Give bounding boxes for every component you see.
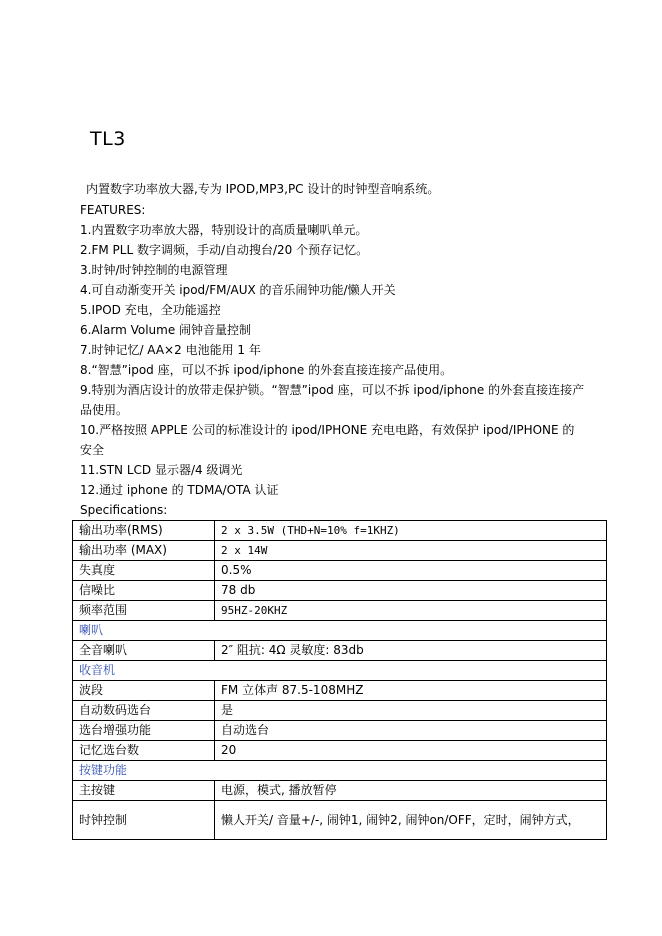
spec-label-cell: 全音喇叭 (73, 641, 215, 661)
spec-label-cell: 输出功率(RMS) (73, 521, 215, 541)
table-row (73, 681, 607, 701)
spec-label-cell: 频率范围 (73, 601, 215, 621)
spec-label-cell: 选台增强功能 (73, 721, 215, 741)
spec-value-cell: 2 x 14W (215, 541, 607, 561)
spec-value-cell: 78 db (215, 581, 607, 601)
specifications-table (72, 520, 607, 840)
table-row (73, 521, 607, 541)
feature-item-9: 9.特别为酒店设计的放带走保护锁。“智慧”ipod 座，可以不拆 ipod/iphone 的外套直接连接产品使用。 (80, 383, 585, 417)
specifications-label: Specifications: (80, 503, 168, 517)
spec-value-cell: 2″ 阻抗: 4Ω 灵敏度: 83db (215, 641, 607, 661)
feature-item-2: 2.FM PLL 数字调频，手动/自动搜台/20 个预存记忆。 (80, 243, 369, 257)
spec-value-cell: 电源，模式, 播放暂停 (215, 781, 607, 801)
table-row (73, 621, 607, 641)
table-row (73, 641, 607, 661)
table-row (73, 781, 607, 801)
spec-value-cell: 95HZ-20KHZ (215, 601, 607, 621)
table-row (73, 561, 607, 581)
section-header-radio: 收音机 (73, 661, 607, 681)
table-row (73, 801, 607, 840)
table-row (73, 661, 607, 681)
feature-item-4: 4.可自动渐变开关 ipod/FM/AUX 的音乐闹钟功能/懒人开关 (80, 283, 396, 297)
feature-item-3: 3.时钟/时钟控制的电源管理 (80, 263, 228, 277)
feature-item-5: 5.IPOD 充电，全功能遥控 (80, 303, 221, 317)
feature-item-10: 10.严格按照 APPLE 公司的标准设计的 ipod/IPHONE 充电电路，有效保护 ipod/IPHONE 的安全 (80, 423, 575, 457)
features-block (80, 200, 600, 520)
feature-item-11: 11.STN LCD 显示器/4 级调光 (80, 463, 243, 477)
spec-label-cell: 主按键 (73, 781, 215, 801)
spec-value-cell: FM 立体声 87.5-108MHZ (215, 681, 607, 701)
spec-label-cell: 信噪比 (73, 581, 215, 601)
table-row (73, 601, 607, 621)
product-title: TL3 (90, 128, 126, 150)
spec-value-cell: 2 x 3.5W (THD+N=10% f=1KHZ) (215, 521, 607, 541)
spec-label-cell: 输出功率 (MAX) (73, 541, 215, 561)
spec-value-cell: 自动选台 (215, 721, 607, 741)
spec-value-cell: 懒人开关/ 音量+/-, 闹钟1, 闹钟2, 闹钟on/OFF，定时，闹钟方式， (215, 801, 607, 840)
table-row (73, 541, 607, 561)
feature-item-1: 1.内置数字功率放大器，特别设计的高质量喇叭单元。 (80, 223, 368, 237)
spec-label-cell: 自动数码选台 (73, 701, 215, 721)
feature-item-6: 6.Alarm Volume 闹钟音量控制 (80, 323, 252, 337)
section-header-speaker: 喇叭 (73, 621, 607, 641)
feature-item-8: 8.“智慧”ipod 座，可以不拆 ipod/iphone 的外套直接连接产品使用。 (80, 363, 453, 377)
spec-value-cell: 0.5% (215, 561, 607, 581)
section-header-keys: 按键功能 (73, 761, 607, 781)
table-row (73, 701, 607, 721)
spec-value-cell: 是 (215, 701, 607, 721)
feature-item-12: 12.通过 iphone 的 TDMA/OTA 认证 (80, 483, 279, 497)
table-row (73, 761, 607, 781)
table-row (73, 581, 607, 601)
feature-item-7: 7.时钟记忆/ AA×2 电池能用 1 年 (80, 343, 261, 357)
spec-label-cell: 时钟控制 (73, 801, 215, 840)
table-row (73, 741, 607, 761)
spec-label-cell: 记忆选台数 (73, 741, 215, 761)
spec-label-cell: 波段 (73, 681, 215, 701)
features-label: FEATURES: (80, 203, 146, 217)
table-row (73, 721, 607, 741)
product-intro: 内置数字功率放大器,专为 IPOD,MP3,PC 设计的时钟型音响系统。 (86, 182, 440, 196)
spec-label-cell: 失真度 (73, 561, 215, 581)
spec-value-cell: 20 (215, 741, 607, 761)
